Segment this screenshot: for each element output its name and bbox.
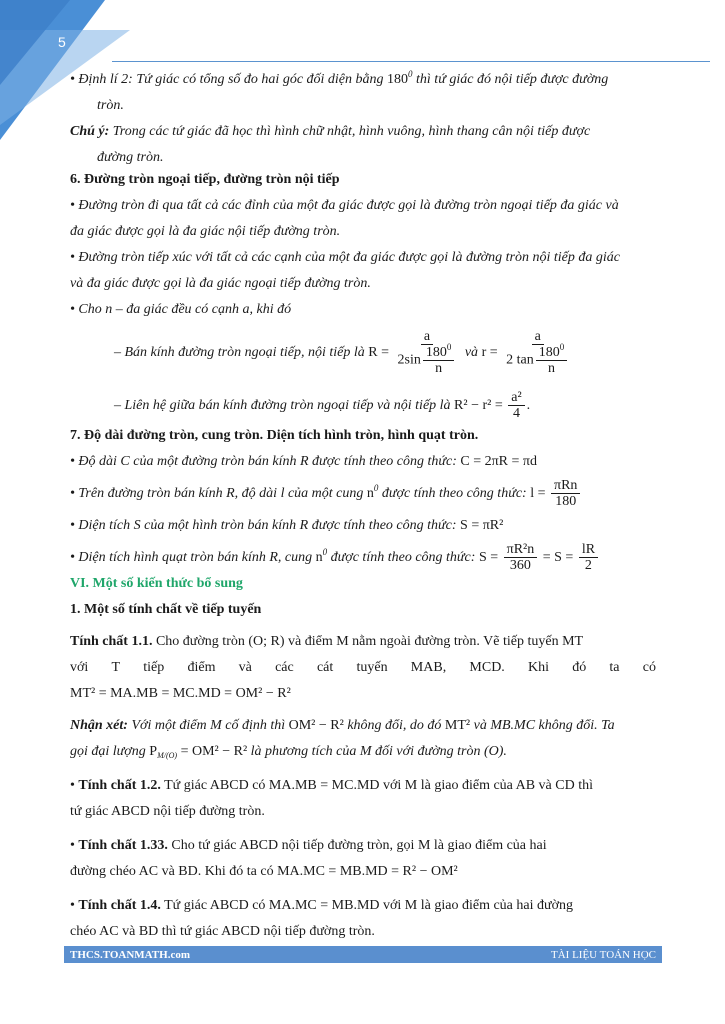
page-number: 5 [58, 34, 66, 50]
relation-formula: – Liên hệ giữa bán kính đường tròn ngoại tiếp và nội tiếp là R² − r² = $\frac{\text{a²}}{4}$ . [114, 390, 531, 422]
remark: Nhận xét: Với một điểm M cố định thì OM² − R² không đổi, do đó MT² và MB.MC không đổi. Ta [70, 718, 615, 733]
section-7-title: 7. Độ dài đường tròn, cung tròn. Diện tích hình tròn, hình quạt tròn. [70, 428, 479, 443]
section-6-p3: • Cho n – đa giác đều có cạnh a, khi đó [70, 302, 292, 317]
circumference-formula: • Độ dài C của một đường tròn bán kính R được tính theo công thức: C = 2πR = πd [70, 454, 537, 469]
property-1-1-equation: MT² = MA.MB = MC.MD = OM² − R² [70, 686, 291, 701]
theorem-2: • Định lí 2: Tứ giác có tổng số đo hai góc đối diện bằng $180^0$ thì tứ giác đó nội tiếp được đường [70, 69, 609, 87]
header-rule [112, 61, 710, 62]
section-6-p1: • Đường tròn đi qua tất cả các đỉnh của một đa giác được gọi là đường tròn ngoại tiếp đa giác và [70, 198, 619, 213]
word: ta [609, 660, 620, 675]
word: và [238, 660, 252, 675]
footer-site: THCS.TOANMATH.com [70, 948, 190, 961]
word: các [275, 660, 294, 675]
subsection-1-title: 1. Một số tính chất về tiếp tuyến [70, 602, 262, 617]
property-1-1: Tính chất 1.1. Cho đường tròn (O; R) và điểm M nằm ngoài đường tròn. Vẽ tiếp tuyến MT [70, 634, 584, 649]
page-content: • Định lí 2: Tứ giác có tổng số đo hai góc đối diện bằng $180^0$ thì tứ giác đó nội tiếp được đường tròn. Chú ý: Trong các tứ giác đã học thì hình chữ nhật, hình vuông, hình thang cân nội tiếp được đường tròn. 6. Đường tròn ngoại tiếp, đường tròn nội tiếp • Đường tròn đi qua tất cả các đỉnh của một đa giác được gọi là đường tròn ngoại tiếp đa giác và đa giác được gọi là đa giác nội tiếp đường tròn. • Đường tròn tiếp xúc với tất cả các cạnh của một đa giác được gọi là đường tròn nội tiếp đa giác và đa giác được gọi là đa giác ngoại tiếp đường tròn. • Cho n – đa giác đều có cạnh a, khi đó – Bán kính đường tròn ngoại tiếp, nội tiếp là R = a 2sin $\frac{180^0}{n}$ và r = a 2 tan $\frac{180^0}{n}$ – Liên hệ giữa bán kính đường tròn ngoại tiếp và nội tiếp là R² − r² = $\frac{\text{a²}}{4}$ . 7. Độ dài đường tròn, cung tròn. Diện tích hình tròn, hình quạt tròn. • Độ dài C của một đường tròn bán kính R được tính theo công thức: C = 2πR = πd • Trên đường tròn bán kính R, độ dài l của một cung $n^0$ được tính theo công thức: l = $\frac{\text{πRn}}{180}$ • Diện tích S của một hình tròn bán kính R được tính theo công thức: S = πR² • Diện tích hình quạt tròn bán kính R, cung $n^0$ được tính theo công thức: S = $\frac{\text{πR²n}}{360}$ = S = $\frac{lR}{2}$ VI. Một số kiến thức bổ sung 1. Một số tính chất về tiếp tuyến Tính chất 1.1. Cho đường tròn (O; R) và điểm M nằm ngoài đường tròn. Vẽ tiếp tuyến MT với T tiếp điểm và các cát tuyến MAB, MCD. Khi đó ta có MT² = MA.MB = MC.MD = OM² − R² Nhận xét: Với một điểm M cố định thì OM² − R² không đổi, do đó MT² và MB.MC không đổi. Ta gọi đại lượng $P_{M/(O)} = OM^2 - R^2$ là phương tích của M đối với đường tròn (O). • Tính chất 1.2. Tứ giác ABCD có MA.MB = MC.MD với M là giao điểm của AB và CD thì tứ giác ABCD nội tiếp đường tròn. • Tính chất 1.33. Cho tứ giác ABCD nội tiếp đường tròn, gọi M là giao điểm của hai đường chéo AC và BD. Khi đó ta có MA.MC = MB.MD = R² − OM² • Tính chất 1.4. Tứ giác ABCD có MA.MC = MB.MD với M là giao điểm của hai đường chéo AC và BD thì tứ giác ABCD nội tiếp đường tròn. [70, 69, 656, 939]
theorem-2-text: Định lí 2: Tứ giác có tổng số đo hai góc đối diện bằng [78, 72, 384, 87]
radius-formula: – Bán kính đường tròn ngoại tiếp, nội tiếp là R = a 2sin $\frac{180^0}{n}$ và r = a 2 tan $\frac{180^0}{n}$ [70, 328, 656, 378]
sector-area-formula: • Diện tích hình quạt tròn bán kính R, cung $n^0$ được tính theo công thức: S = $\frac{\text{πR²n}}{360}$ = S = $\frac{lR}{2}$ [70, 540, 656, 576]
word: tuyến [356, 660, 388, 675]
circle-area-formula: • Diện tích S của một hình tròn bán kính R được tính theo công thức: S = πR² [70, 518, 504, 533]
footer-title: TÀI LIỆU TOÁN HỌC [551, 948, 656, 961]
word: tiếp [143, 660, 165, 675]
word: điểm [187, 660, 216, 675]
property-1-1-line2 [70, 656, 656, 680]
property-1-33: • Tính chất 1.33. Cho tứ giác ABCD nội tiếp đường tròn, gọi M là giao điểm của hai [70, 838, 547, 853]
section-6-p2: • Đường tròn tiếp xúc với tất cả các cạnh của một đa giác được gọi là đường tròn nội tiếp đa giác [70, 250, 620, 265]
r-fraction: a 2 tan $\frac{180^0}{n}$ [503, 329, 572, 376]
word: Khi [528, 660, 550, 675]
word: T [111, 660, 121, 675]
property-1-2: • Tính chất 1.2. Tứ giác ABCD có MA.MB = MC.MD với M là giao điểm của AB và CD thì [70, 778, 594, 793]
page-footer [64, 946, 662, 963]
word: có [642, 660, 656, 675]
word: MCD. [469, 660, 505, 675]
R-fraction: a 2sin $\frac{180^0}{n}$ [395, 329, 460, 376]
note-label: Chú ý: [70, 124, 110, 139]
word: cát [316, 660, 334, 675]
section-VI-title: VI. Một số kiến thức bổ sung [70, 576, 243, 591]
word: MAB, [410, 660, 447, 675]
word: đó [572, 660, 587, 675]
word: với [70, 660, 89, 675]
remark-line2: gọi đại lượng $P_{M/(O)} = OM^2 - R^2$ là phương tích của M đối với đường tròn (O). [70, 744, 507, 760]
section-6-title: 6. Đường tròn ngoại tiếp, đường tròn nội tiếp [70, 172, 340, 187]
note: Chú ý: Trong các tứ giác đã học thì hình chữ nhật, hình vuông, hình thang cân nội tiếp được [70, 124, 591, 139]
property-1-4: • Tính chất 1.4. Tứ giác ABCD có MA.MC = MB.MD với M là giao điểm của hai đường [70, 898, 573, 913]
arc-length-formula: • Trên đường tròn bán kính R, độ dài l của một cung $n^0$ được tính theo công thức: l = $\frac{\text{πRn}}{180}$ [70, 476, 656, 512]
